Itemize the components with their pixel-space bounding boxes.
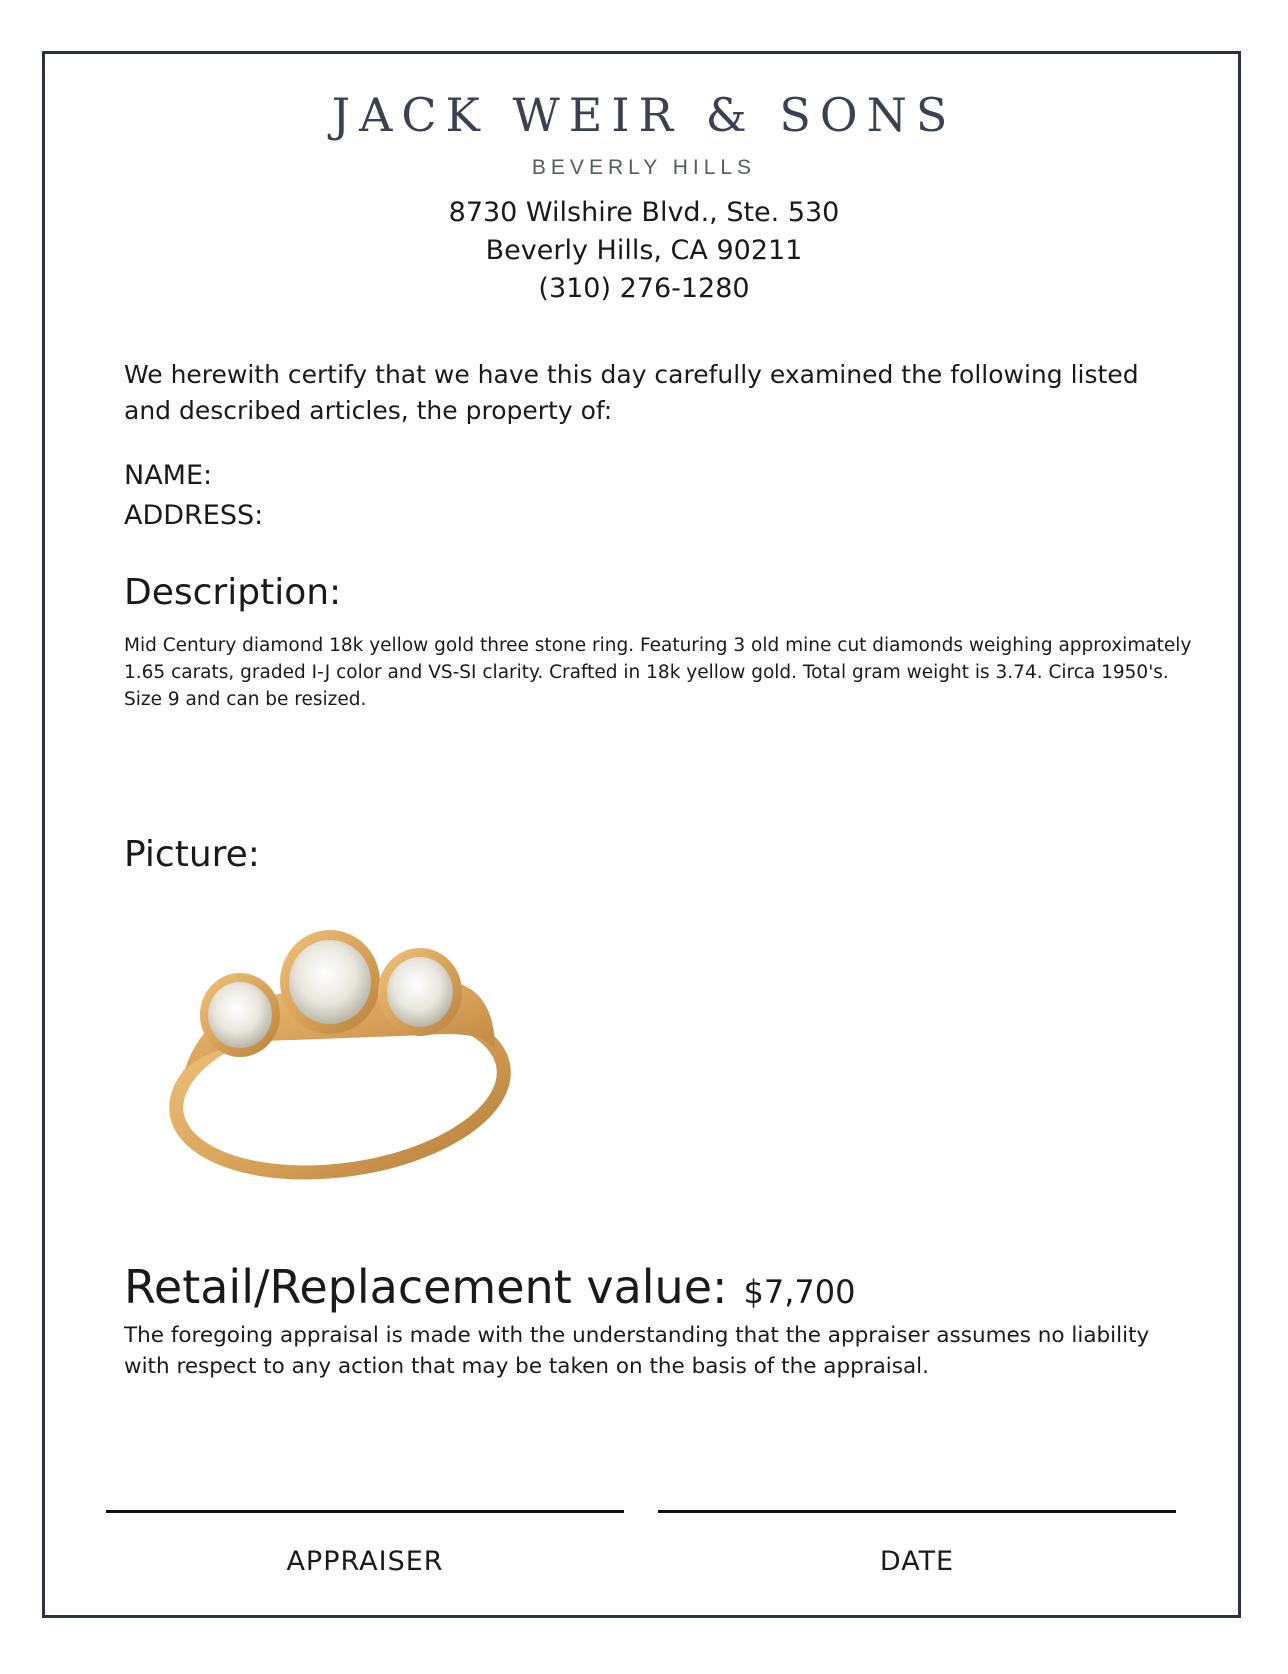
certify-statement: We herewith certify that we have this day carefully examined the following listed and described articles, the property of:	[124, 360, 1139, 425]
name-label: NAME:	[124, 460, 213, 491]
date-label: DATE	[879, 1546, 955, 1577]
address-label: ADDRESS:	[124, 500, 264, 531]
value-row	[124, 1260, 855, 1314]
description-text: Mid Century diamond 18k yellow gold three stone ring. Featuring 3 old mine cut diamonds weighing approximately 1.65 carats, graded I-J color and VS-SI clarity. Crafted in 18k yellow gold. Total gram weight is 3.74. Circa 1950's. Size 9 and can be resized.	[124, 635, 1192, 710]
ring-photo	[165, 920, 535, 1200]
description-heading: Description:	[124, 572, 342, 613]
value-amount: $7,700	[743, 1273, 856, 1311]
value-label: Retail/Replacement value:	[124, 1260, 728, 1314]
phone-number: (310) 276-1280	[538, 273, 750, 304]
address-line-1: 8730 Wilshire Blvd., Ste. 530	[448, 197, 840, 228]
date-signature-line	[658, 1510, 1176, 1513]
brand-subtitle: BEVERLY HILLS	[531, 156, 757, 179]
disclaimer-text: The foregoing appraisal is made with the understanding that the appraiser assumes no liability with respect to any action that may be taken on the basis of the appraisal.	[124, 1323, 1150, 1379]
picture-heading: Picture:	[124, 834, 260, 875]
appraiser-label: APPRAISER	[286, 1546, 444, 1577]
brand-logo: JACK WEIR & SONS	[331, 88, 957, 142]
appraiser-signature-line	[106, 1510, 624, 1513]
address-line-2: Beverly Hills, CA 90211	[485, 235, 803, 266]
